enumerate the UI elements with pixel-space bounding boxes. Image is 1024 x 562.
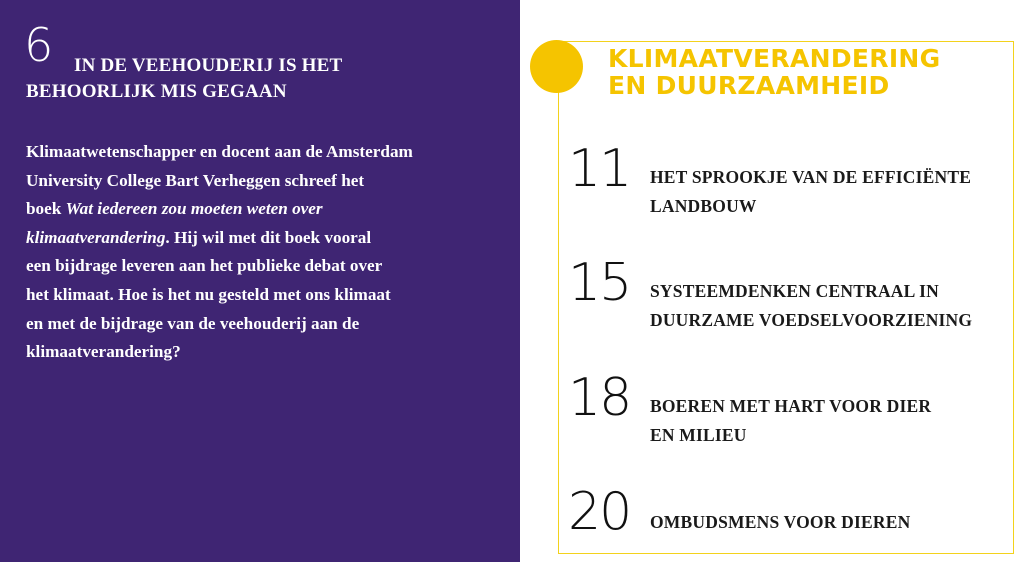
article-title[interactable]	[26, 53, 426, 105]
section-title	[608, 45, 940, 99]
toc-item-title	[650, 277, 972, 335]
toc-page-number: 20	[568, 482, 631, 542]
toc-item-title	[650, 508, 910, 537]
toc-title-line2: DUURZAME VOEDSELVOORZIENING	[650, 310, 973, 330]
intro-line	[26, 224, 496, 253]
intro-text: . Hij wil met dit boek vooral	[165, 227, 372, 247]
toc-title-line1: BOEREN MET HART VOOR DIER	[650, 396, 932, 416]
intro-line: University College Bart Verheggen schreef het	[26, 170, 365, 190]
toc-item-title	[650, 163, 971, 221]
article-intro	[26, 138, 496, 367]
toc-title-line1: HET SPROOKJE VAN DE EFFICIËNTE	[650, 167, 972, 187]
toc-title-line2: LANDBOUW	[650, 196, 757, 216]
section-dot-decoration	[530, 40, 583, 93]
intro-line: een bijdrage leveren aan het publieke debat over	[26, 256, 383, 276]
toc-page-number: 15	[568, 253, 631, 313]
section-title-line1: KLIMAATVERANDERING	[608, 44, 941, 73]
toc-title-line2: EN MILIEU	[650, 425, 747, 445]
article-title-line1: IN DE VEEHOUDERIJ IS HET	[74, 55, 343, 76]
toc-page-number: 11	[568, 139, 631, 199]
section-title-line2: EN DUURZAAMHEID	[608, 71, 890, 100]
intro-line: Klimaatwetenschapper en docent aan de Amsterdam	[26, 142, 413, 161]
book-title-part2: klimaatverandering	[26, 227, 166, 247]
intro-line: het klimaat. Hoe is het nu gesteld met ons klimaat	[26, 284, 391, 304]
book-title-part1: Wat iedereen zou moeten weten over	[65, 199, 323, 219]
article-title-line2: BEHOORLIJK MIS GEGAAN	[26, 81, 287, 102]
toc-page-number: 18	[568, 368, 631, 428]
intro-line	[26, 195, 496, 224]
intro-text: boek	[26, 199, 66, 219]
toc-title-line1: SYSTEEMDENKEN CENTRAAL IN	[650, 281, 939, 301]
toc-title-line1: OMBUDSMENS VOOR DIEREN	[650, 512, 911, 532]
intro-line: en met de bijdrage van de veehouderij aan de	[26, 313, 360, 333]
article-number: 6	[24, 18, 53, 72]
toc-item-title	[650, 392, 931, 450]
intro-line: klimaatverandering?	[26, 342, 181, 362]
